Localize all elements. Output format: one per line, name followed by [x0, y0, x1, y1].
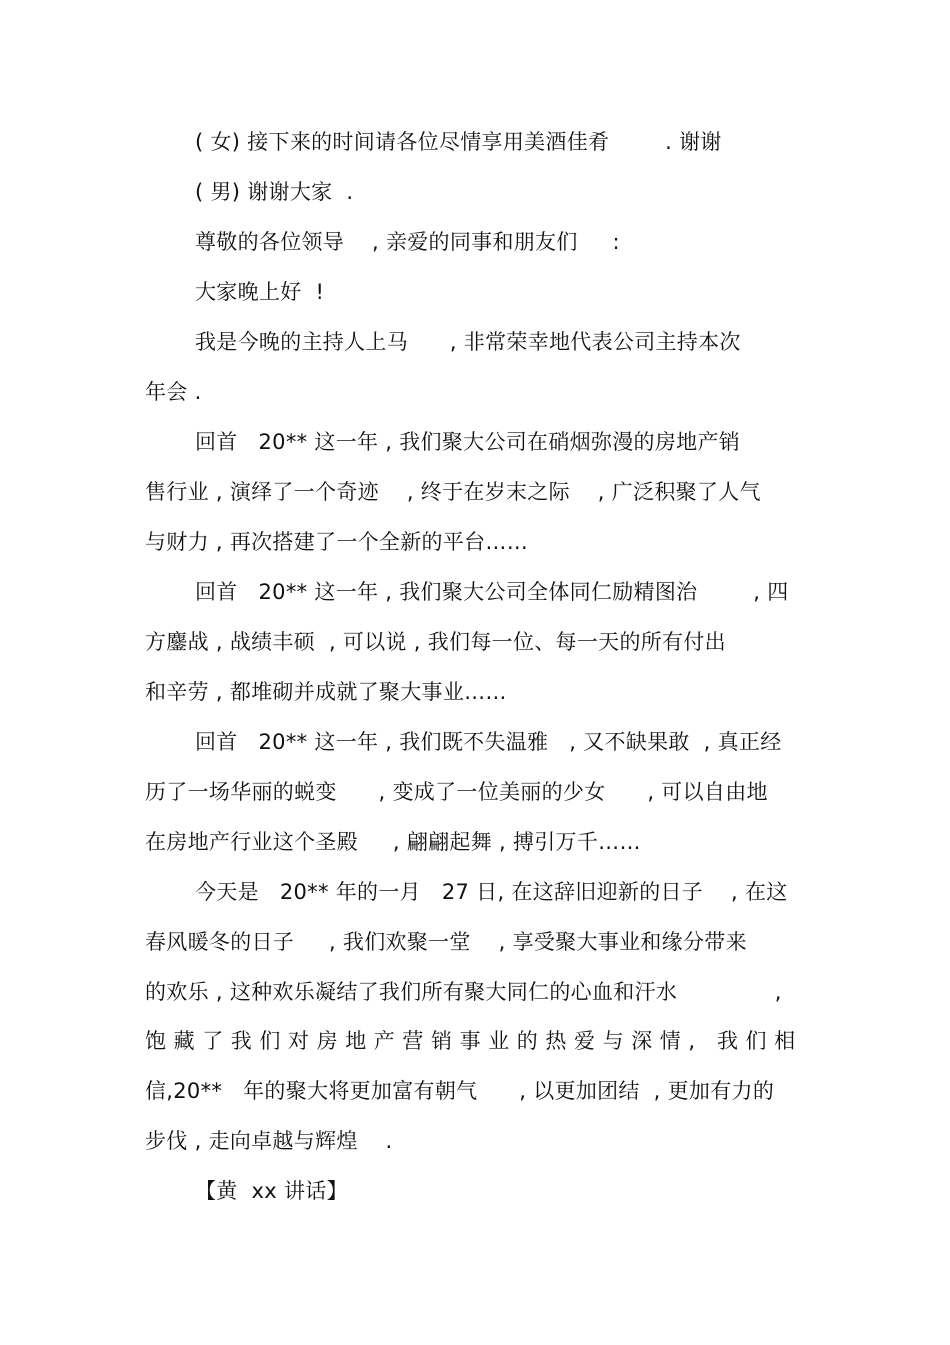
paragraph-line: 在房地产行业这个圣殿 , 翩翩起舞 , 搏引万千……: [145, 830, 641, 854]
paragraph-line: 的欢乐 , 这种欢乐凝结了我们所有聚大同仁的心血和汗水 ,: [145, 980, 782, 1004]
paragraph-line: 大家晚上好 !: [195, 280, 325, 304]
paragraph-line: 我是今晚的主持人上马 , 非常荣幸地代表公司主持本次: [195, 330, 741, 354]
paragraph-line: 饱藏了我们对房地产营销事业的热爱与深情, 我们相: [145, 1029, 803, 1053]
section-heading: 【黄 xx 讲话】: [195, 1179, 348, 1203]
paragraph-line: 信,20** 年的聚大将更加富有朝气 , 以更加团结 , 更加有力的: [145, 1079, 775, 1103]
paragraph-line: 春风暖冬的日子 , 我们欢聚一堂 , 享受聚大事业和缘分带来: [145, 930, 747, 954]
paragraph-line: 历了一场华丽的蜕变 , 变成了一位美丽的少女 , 可以自由地: [145, 780, 768, 804]
paragraph-line: 回首 20** 这一年 , 我们聚大公司在硝烟弥漫的房地产销: [195, 430, 741, 454]
paragraph-line: 方鏖战 , 战绩丰硕 , 可以说 , 我们每一位、每一天的所有付出: [145, 630, 726, 654]
paragraph-line: ( 女) 接下来的时间请各位尽情享用美酒佳肴 . 谢谢: [195, 130, 722, 154]
paragraph-line: 售行业 , 演绎了一个奇迹 , 终于在岁末之际 , 广泛积聚了人气: [145, 480, 761, 504]
paragraph-line: 步伐 , 走向卓越与辉煌 .: [145, 1129, 393, 1153]
paragraph-line: 回首 20** 这一年 , 我们聚大公司全体同仁励精图治 , 四: [195, 580, 789, 604]
paragraph-line: ( 男) 谢谢大家 .: [195, 180, 354, 204]
paragraph-line: 年会 .: [145, 380, 202, 404]
paragraph-line: 与财力 , 再次搭建了一个全新的平台……: [145, 530, 529, 554]
paragraph-line: 回首 20** 这一年 , 我们既不失温雅 , 又不缺果敢 , 真正经: [195, 730, 782, 754]
paragraph-line: 尊敬的各位领导 , 亲爱的同事和朋友们 :: [195, 230, 620, 254]
paragraph-line: 今天是 20** 年的一月 27 日, 在这辞旧迎新的日子 , 在这: [195, 880, 788, 904]
paragraph-line: 和辛劳 , 都堆砌并成就了聚大事业……: [145, 680, 507, 704]
